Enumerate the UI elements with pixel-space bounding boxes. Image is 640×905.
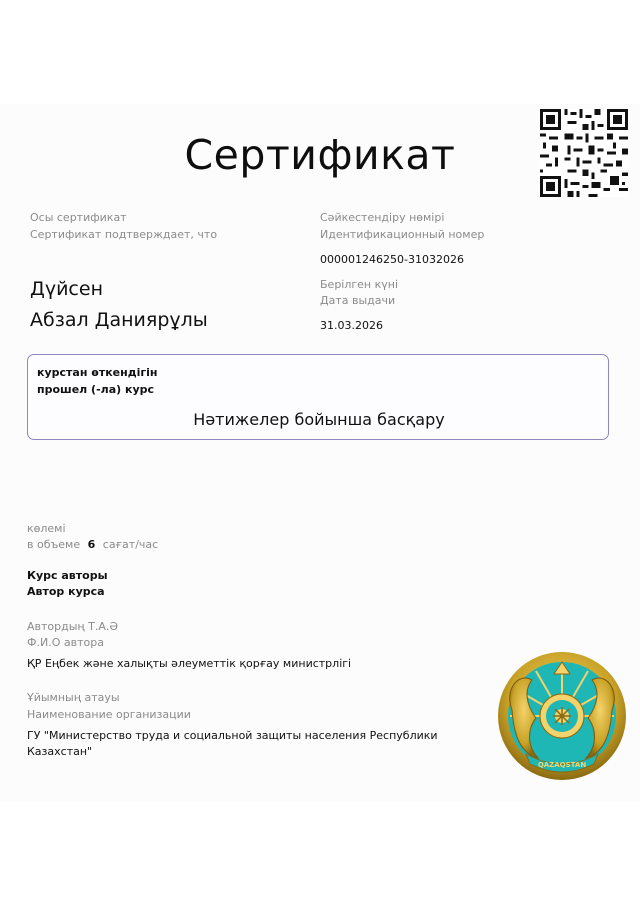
id-label-kz: Сәйкестендіру нөмірі xyxy=(320,211,445,224)
volume-label-kz: көлемі xyxy=(27,522,66,535)
org-label-kz: Ұйымның атауы xyxy=(27,691,120,704)
course-passed-ru: прошел (-ла) курс xyxy=(37,383,155,396)
date-label-kz: Берілген күні xyxy=(320,278,399,291)
org-label-ru: Наименование организации xyxy=(27,708,191,721)
date-label-ru: Дата выдачи xyxy=(320,294,396,307)
author-label-kz: Курс авторы xyxy=(27,569,108,582)
id-value: 000001246250-31032026 xyxy=(320,253,464,266)
course-name: Нәтижелер бойынша басқару xyxy=(193,410,445,429)
volume-hours: 6 xyxy=(87,538,96,551)
course-box xyxy=(27,354,609,440)
org-name-line2: Казахстан" xyxy=(27,745,93,758)
state-emblem-icon xyxy=(496,650,628,782)
org-name-line1: ГУ "Министерство труда и социальной защиты населения Республики xyxy=(27,729,438,742)
certifies-label-kz: Осы сертификат xyxy=(30,211,127,224)
author-label-ru: Автор курса xyxy=(27,585,105,598)
id-label-ru: Идентификационный номер xyxy=(320,228,485,241)
author-name-label-ru: Ф.И.О автора xyxy=(27,636,104,649)
certifies-label-ru: Сертификат подтверждает, что xyxy=(30,228,218,241)
holder-first-name: Дүйсен xyxy=(30,278,103,300)
volume-unit: сағат/час xyxy=(102,538,159,551)
volume-prefix: в объеме xyxy=(27,538,81,551)
volume-line xyxy=(27,538,158,551)
certificate-title: Сертификат xyxy=(184,131,456,179)
date-value: 31.03.2026 xyxy=(320,319,383,332)
course-passed-kz: курстан өткендігін xyxy=(37,366,158,379)
holder-last-name: Абзал Даниярұлы xyxy=(30,309,208,331)
author-name-value: ҚР Еңбек және халықты әлеуметтік қорғау министрлігі xyxy=(27,657,352,670)
author-name-label-kz: Автордың Т.А.Ә xyxy=(27,620,119,633)
emblem-text: QAZAQSTAN xyxy=(537,761,587,769)
qr-code-icon xyxy=(540,109,628,197)
